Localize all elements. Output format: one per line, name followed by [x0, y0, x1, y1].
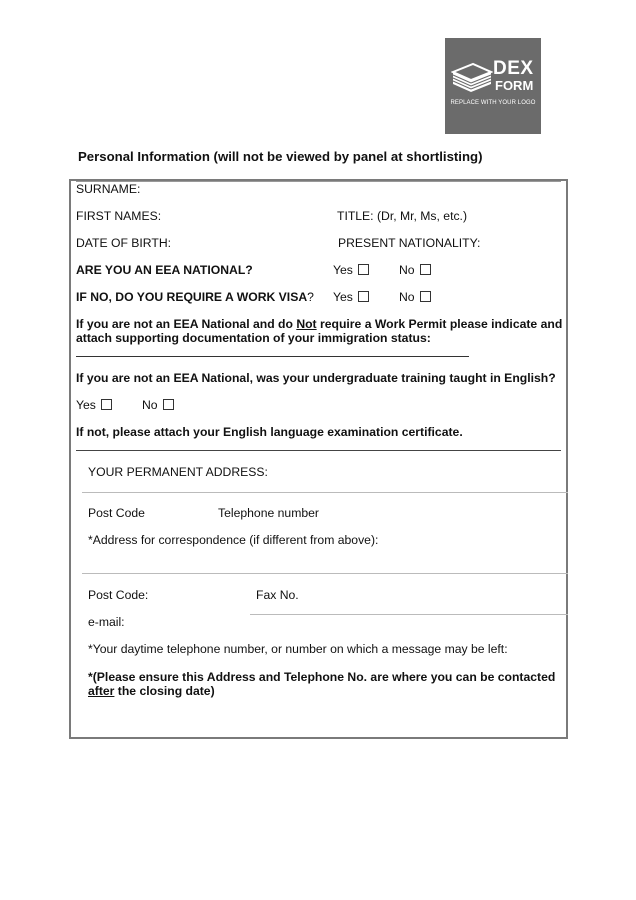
- permit-text-b: require a Work Permit please indicate and: [316, 317, 563, 331]
- logo-tagline: REPLACE WITH YOUR LOGO: [450, 100, 536, 106]
- english-question: If you are not an EEA National, was your undergraduate training taught in English?: [76, 371, 556, 385]
- telephone-label: Telephone number: [218, 506, 319, 520]
- email-label: e-mail:: [88, 615, 125, 629]
- visa-yes-checkbox[interactable]: [358, 291, 369, 302]
- correspondence-address-label: *Address for correspondence (if different from above):: [88, 533, 379, 547]
- nationality-label: PRESENT NATIONALITY:: [338, 236, 481, 250]
- english-no-option[interactable]: [142, 398, 174, 412]
- eea-yes-label: Yes: [333, 263, 353, 277]
- eea-no-label: No: [399, 263, 415, 277]
- section-divider: [76, 450, 561, 451]
- english-no-label: No: [142, 398, 158, 412]
- eea-no-option[interactable]: [399, 263, 431, 277]
- english-yes-checkbox[interactable]: [101, 399, 112, 410]
- visa-no-label: No: [399, 290, 415, 304]
- visa-question: [76, 290, 314, 304]
- eea-yes-checkbox[interactable]: [358, 264, 369, 275]
- visa-no-option[interactable]: [399, 290, 431, 304]
- form-top-rule: [76, 181, 561, 182]
- company-logo: [445, 38, 541, 134]
- immigration-status-input-line[interactable]: [76, 356, 469, 357]
- eea-yes-option[interactable]: [333, 263, 369, 277]
- ensure-contact-line1: *(Please ensure this Address and Telephone No. are where you can be contacted: [88, 670, 556, 684]
- first-names-label: FIRST NAMES:: [76, 209, 162, 223]
- fax-label: Fax No.: [256, 588, 299, 602]
- english-yes-option[interactable]: [76, 398, 112, 412]
- visa-yes-option[interactable]: [333, 290, 369, 304]
- permit-text-line1: [76, 317, 562, 331]
- english-yes-label: Yes: [76, 398, 96, 412]
- permit-text-a: If you are not an EEA National and do: [76, 317, 297, 331]
- logo-brand-dex: DEX: [493, 58, 534, 79]
- correspondence-address-input-line[interactable]: [82, 573, 568, 574]
- logo-brand-form: FORM: [495, 78, 534, 93]
- visa-yes-label: Yes: [333, 290, 353, 304]
- visa-question-mark: ?: [307, 290, 314, 304]
- visa-question-text: IF NO, DO YOU REQUIRE A WORK VISA: [76, 290, 308, 304]
- fax-input-line[interactable]: [250, 614, 568, 615]
- ensure-after: after: [88, 684, 115, 698]
- visa-no-checkbox[interactable]: [420, 291, 431, 302]
- english-cert-text: If not, please attach your English language examination certificate.: [76, 425, 463, 439]
- surname-label: SURNAME:: [76, 182, 141, 196]
- dob-label: DATE OF BIRTH:: [76, 236, 172, 250]
- section-heading: Personal Information (will not be viewed by panel at shortlisting): [78, 149, 483, 164]
- permanent-address-input-line[interactable]: [82, 492, 568, 493]
- ensure-rest: the closing date): [114, 684, 215, 698]
- stacked-paper-icon: [451, 60, 493, 96]
- ensure-contact-line2: [88, 684, 215, 698]
- permanent-address-label: YOUR PERMANENT ADDRESS:: [88, 465, 268, 479]
- title-label: TITLE: (Dr, Mr, Ms, etc.): [337, 209, 468, 223]
- eea-no-checkbox[interactable]: [420, 264, 431, 275]
- permit-text-not: Not: [296, 317, 317, 331]
- english-no-checkbox[interactable]: [163, 399, 174, 410]
- permit-text-line2: attach supporting documentation of your immigration status:: [76, 331, 431, 345]
- daytime-phone-label: *Your daytime telephone number, or number on which a message may be left:: [88, 642, 508, 656]
- post-code2-label: Post Code:: [88, 588, 149, 602]
- personal-info-form: [69, 179, 568, 739]
- eea-question: ARE YOU AN EEA NATIONAL?: [76, 263, 253, 277]
- post-code-label: Post Code: [88, 506, 145, 520]
